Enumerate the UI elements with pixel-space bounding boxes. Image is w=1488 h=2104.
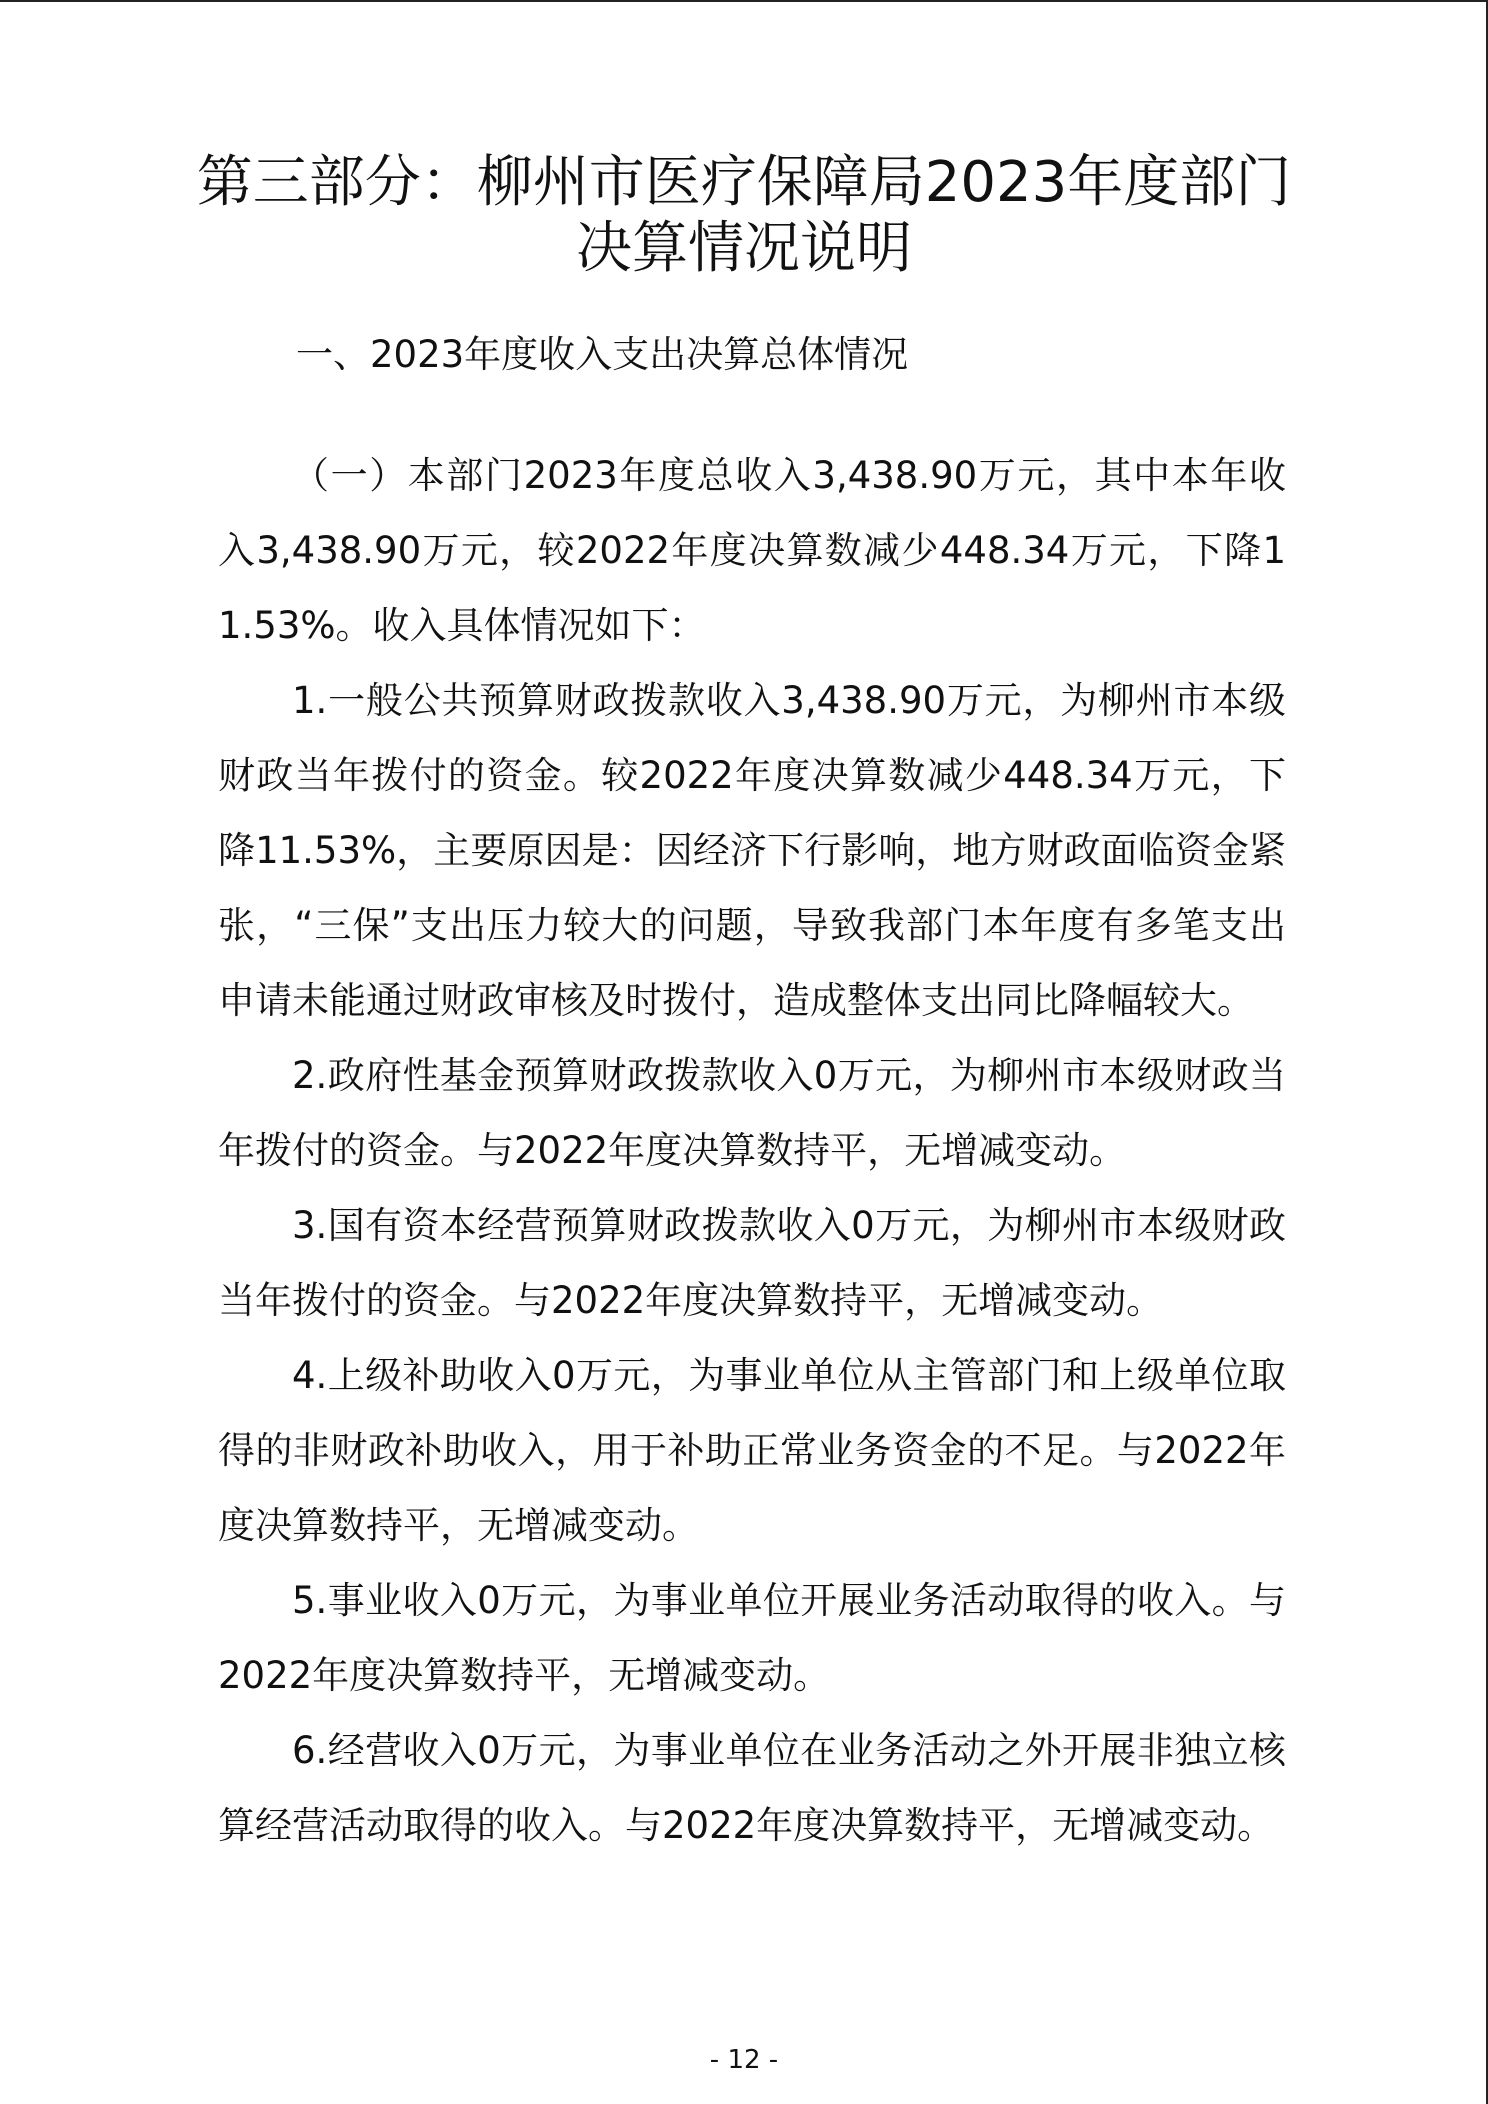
page-title bbox=[150, 150, 1338, 282]
paragraph-superior-subsidy: 4.上级补助收入0万元，为事业单位从主管部门和上级单位取得的非财政补助收入，用于补助正常业务资金的不足。与2022年度决算数持平，无增减变动。 bbox=[218, 1354, 1286, 1547]
paragraph-total-income: （一）本部门2023年度总收入3,438.90万元，其中本年收入3,438.90万元，较2022年度决算数减少448.34万元，下降11.53%。收入具体情况如下： bbox=[218, 454, 1286, 647]
page-number: - 12 - bbox=[709, 2045, 779, 2075]
paragraph-government-fund: 2.政府性基金预算财政拨款收入0万元，为柳州市本级财政当年拨付的资金。与2022年度决算数持平，无增减变动。 bbox=[218, 1054, 1286, 1172]
section-heading: 一、2023年度收入支出决算总体情况 bbox=[296, 333, 909, 376]
paragraph-general-budget: 1.一般公共预算财政拨款收入3,438.90万元，为柳州市本级财政当年拨付的资金。较2022年度决算数减少448.34万元，下降11.53%，主要原因是：因经济下行影响，地方财政面临资金紧张，“三保”支出压力较大的问题，导致我部门本年度有多笔支出申请未能通过财政审核及时拨付，造成整体支出同比降幅较大。 bbox=[218, 679, 1286, 1022]
paragraph-state-capital: 3.国有资本经营预算财政拨款收入0万元，为柳州市本级财政当年拨付的资金。与2022年度决算数持平，无增减变动。 bbox=[218, 1204, 1286, 1322]
document-body bbox=[218, 438, 1286, 1863]
title-line-2: 决算情况说明 bbox=[576, 216, 912, 281]
title-line-1: 第三部分：柳州市医疗保障局2023年度部门 bbox=[196, 150, 1292, 215]
paragraph-business-income: 5.事业收入0万元，为事业单位开展业务活动取得的收入。与2022年度决算数持平，无增减变动。 bbox=[218, 1579, 1286, 1697]
paragraph-operating-income: 6.经营收入0万元，为事业单位在业务活动之外开展非独立核算经营活动取得的收入。与2022年度决算数持平，无增减变动。 bbox=[218, 1729, 1286, 1847]
page-border-top bbox=[0, 0, 1488, 2]
